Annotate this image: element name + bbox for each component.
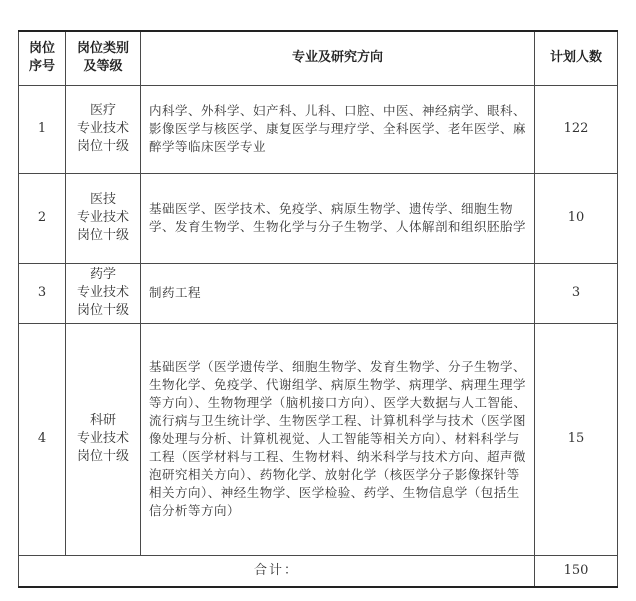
- header-position-number-line1: 岗位: [28, 41, 55, 57]
- row-majors: 基础医学、医学技术、免疫学、病原生物学、遗传学、细胞生物学、发育生物学、生物化学与分子生物学、人体解剖和组织胚胎学: [141, 173, 535, 263]
- row-category-line2: 专业技术: [76, 431, 129, 446]
- row-count: 3: [535, 263, 618, 323]
- total-label: 合计：: [19, 555, 535, 587]
- row-count: 10: [535, 173, 618, 263]
- row-category: [66, 173, 141, 263]
- header-planned-count: 计划人数: [535, 31, 618, 85]
- row-majors: 内科学、外科学、妇产科、儿科、口腔、中医、神经病学、眼科、影像医学与核医学、康复医学与理疗学、全科医学、老年医学、麻醉学等临床医学专业: [141, 85, 535, 173]
- row-index: 3: [19, 263, 66, 323]
- row-category-line2: 专业技术: [76, 121, 129, 136]
- row-category-line2: 专业技术: [76, 210, 129, 225]
- row-category-line3: 岗位十级: [76, 228, 129, 243]
- table-row: [19, 85, 618, 173]
- recruitment-plan-table: [18, 30, 618, 588]
- header-position-number: [19, 31, 66, 85]
- row-category-line1: 医疗: [89, 103, 116, 118]
- header-category-level-line2: 及等级: [83, 59, 123, 75]
- row-category: [66, 323, 141, 555]
- row-category-line1: 药学: [89, 267, 116, 282]
- table-row: [19, 173, 618, 263]
- header-category-level-line1: 岗位类别: [76, 41, 129, 57]
- header-category-level: [66, 31, 141, 85]
- row-count: 122: [535, 85, 618, 173]
- row-category-line3: 岗位十级: [76, 139, 129, 154]
- row-majors: 基础医学（医学遗传学、细胞生物学、发育生物学、分子生物学、生物化学、免疫学、代谢组学、病原生物学、病理学、病理生理学等方向）、生物物理学（脑机接口方向）、医学大数据与人工智能、流行病与卫生统计学、生物医学工程、计算机科学与技术（医学图像处理与分析、计算机视觉、人工智能等相关方向）、材料科学与工程（医学材料与工程、生物材料、纳米科学与技术方向、超声微泡研究相关方向）、药物化学、放射化学（核医学分子影像探针等相关方向）、神经生物学、医学检验、药学、生物信息学（包括生信分析等方向）: [141, 323, 535, 555]
- row-index: 4: [19, 323, 66, 555]
- row-category: [66, 263, 141, 323]
- table-header-row: [19, 31, 618, 85]
- row-count: 15: [535, 323, 618, 555]
- row-index: 1: [19, 85, 66, 173]
- row-category-line3: 岗位十级: [76, 449, 129, 464]
- header-major-direction: 专业及研究方向: [141, 31, 535, 85]
- row-index: 2: [19, 173, 66, 263]
- table-total-row: [19, 555, 618, 587]
- row-category-line1: 科研: [89, 413, 116, 428]
- header-position-number-line2: 序号: [28, 59, 55, 75]
- row-category-line2: 专业技术: [76, 285, 129, 300]
- row-category: [66, 85, 141, 173]
- table-row: [19, 263, 618, 323]
- row-category-line3: 岗位十级: [76, 303, 129, 318]
- table-row: [19, 323, 618, 555]
- total-value: 150: [535, 555, 618, 587]
- row-category-line1: 医技: [89, 192, 116, 207]
- row-majors: 制药工程: [141, 263, 535, 323]
